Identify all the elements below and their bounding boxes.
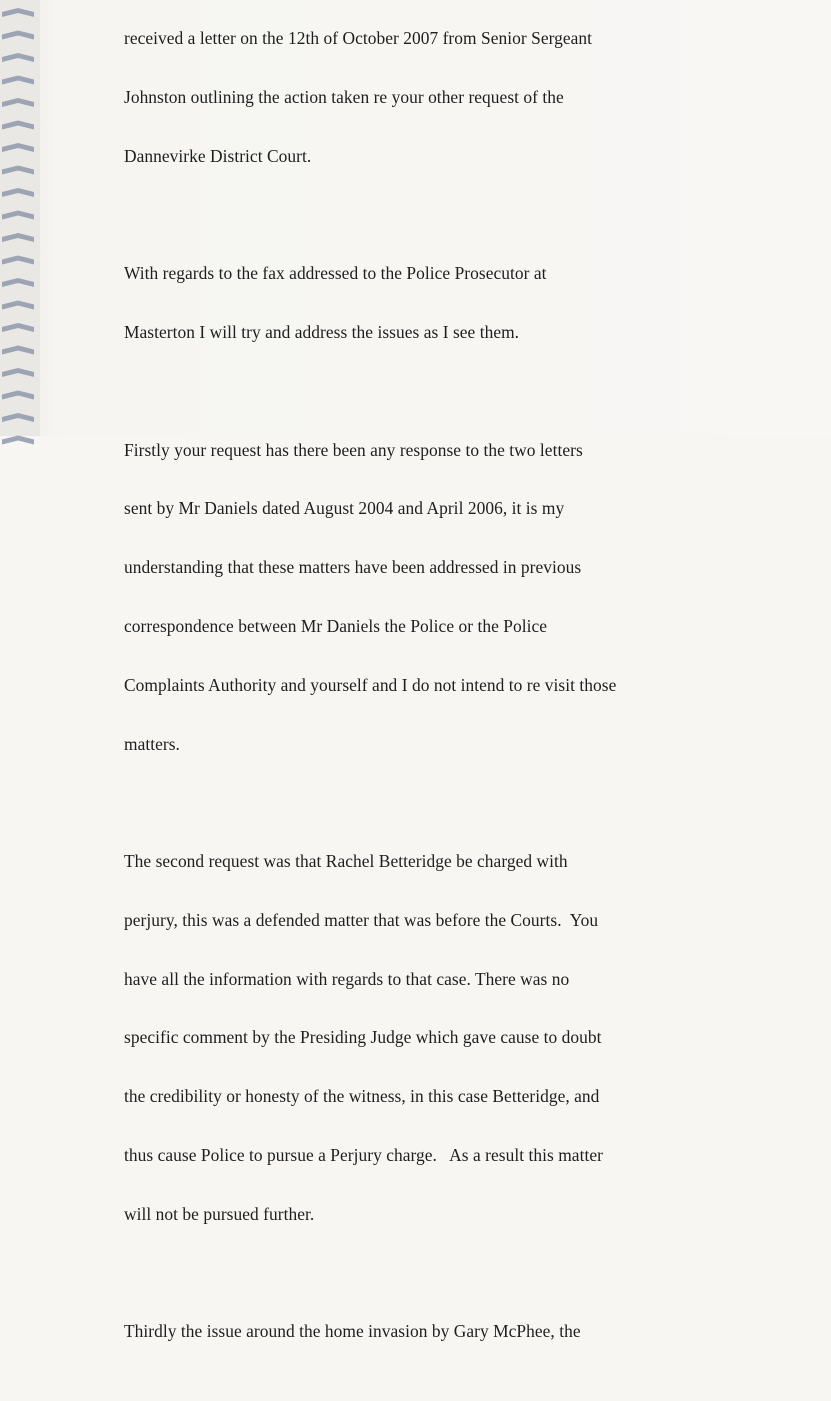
letter-body — [124, 0, 814, 1401]
text-line: Complaints Authority and yourself and I do not intend to re visit those — [124, 674, 617, 695]
text-line: perjury, this was a defended matter that was before the Courts. You — [124, 909, 599, 930]
paragraph-court-letter — [124, 0, 814, 206]
text-line: received a letter on the 12th of October 2007 from Senior Sergeant — [124, 28, 593, 49]
text-line: Firstly your request has there been any response to the two letters — [124, 439, 583, 460]
text-line: correspondence between Mr Daniels the Police or the Police — [124, 616, 548, 636]
text-line: matters. — [124, 733, 180, 754]
text-line: the credibility or honesty of the witness, in this case Betteridge, and — [124, 1086, 600, 1107]
paragraph-second-request — [124, 813, 814, 1264]
stripe-chevron — [2, 436, 34, 445]
text-line: sent by Mr Daniels dated August 2004 and April 2006, it is my — [124, 498, 565, 519]
text-line: specific comment by the Presiding Judge which gave cause to doubt — [124, 1027, 602, 1048]
text-line: will not be pursued further. — [124, 1203, 315, 1224]
text-line: The second request was that Rachel Betteridge be charged with — [124, 851, 568, 872]
text-line: have all the information with regards to that case. There was no — [124, 968, 570, 989]
paragraph-first-request — [124, 401, 814, 793]
text-line: Thirdly the issue around the home invasion by Gary McPhee, the — [124, 1321, 581, 1342]
text-line: With regards to the fax addressed to the Police Prosecutor at — [124, 263, 547, 284]
text-line: understanding that these matters have been addressed in previous — [124, 557, 582, 578]
text-line: Dannevirke District Court. — [124, 145, 312, 166]
paragraph-fax — [124, 225, 814, 382]
text-line: thus cause Police to pursue a Perjury charge. As a result this matter — [124, 1145, 603, 1166]
perforated-edge — [0, 0, 40, 436]
text-line: Johnston outlining the action taken re your other request of the — [124, 86, 564, 107]
text-line: Masterton I will try and address the issues as I see them. — [124, 322, 520, 343]
paragraph-third-request — [124, 1283, 814, 1381]
